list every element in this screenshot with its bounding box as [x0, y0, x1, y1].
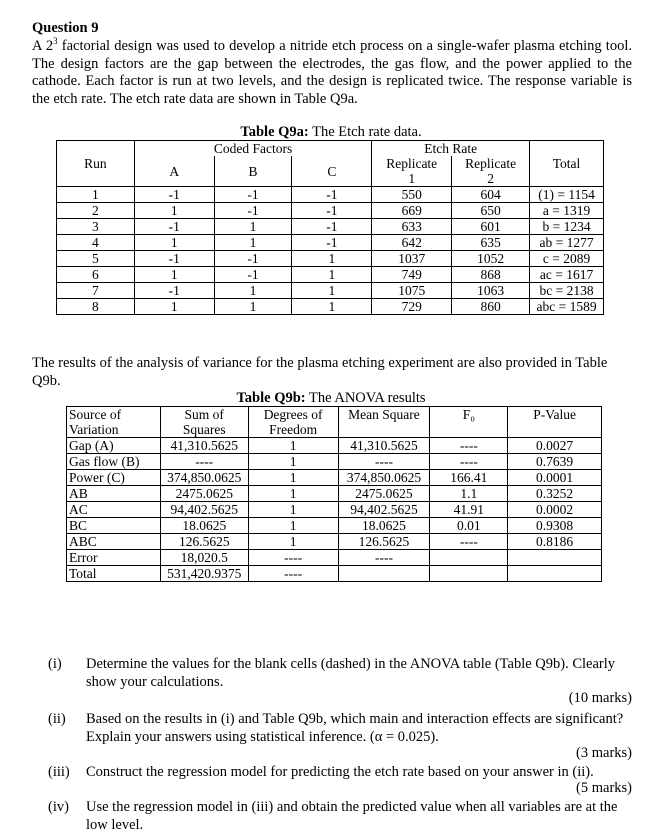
table-row — [57, 235, 604, 251]
df-cell: 1 — [248, 438, 338, 454]
source-cell: Error — [67, 550, 161, 566]
table-row — [67, 486, 602, 502]
source-cell: Power (C) — [67, 470, 161, 486]
table-row — [67, 502, 602, 518]
run-cell: 8 — [57, 299, 135, 315]
source-cell: Total — [67, 566, 161, 582]
table-row — [57, 283, 604, 299]
header-coded-factors: Coded Factors — [134, 141, 371, 157]
df-cell: ---- — [248, 566, 338, 582]
mean-square-cell: 94,402.5625 — [338, 502, 430, 518]
f0-cell: ---- — [430, 454, 508, 470]
f0-cell — [430, 550, 508, 566]
replicate-1-cell: 642 — [372, 235, 452, 251]
sum-of-squares-cell: 2475.0625 — [160, 486, 248, 502]
total-cell: b = 1234 — [530, 219, 604, 235]
f0-cell: 1.1 — [430, 486, 508, 502]
sum-of-squares-cell: 94,402.5625 — [160, 502, 248, 518]
mean-square-cell: 374,850.0625 — [338, 470, 430, 486]
question-number: (iii) — [48, 764, 70, 780]
replicate-1-cell: 749 — [372, 267, 452, 283]
question-text: Determine the values for the blank cells (dashed) in the ANOVA table (Table Q9b). Clearly show your calculations. — [86, 656, 616, 690]
run-cell: 6 — [57, 267, 135, 283]
table-row — [57, 203, 604, 219]
total-cell: bc = 2138 — [530, 283, 604, 299]
header-replicate-1-num: 1 — [372, 171, 452, 187]
header-run: Run — [57, 141, 135, 187]
question-marks: (5 marks) — [576, 780, 632, 796]
sum-of-squares-cell: 18.0625 — [160, 518, 248, 534]
factor-c-cell: 1 — [292, 251, 372, 267]
question-text: Use the regression model in (iii) and obtain the predicted value when all variables are at the low level. — [86, 799, 618, 833]
factor-c-cell: -1 — [292, 203, 372, 219]
source-cell: ABC — [67, 534, 161, 550]
factor-a-cell: -1 — [134, 219, 214, 235]
table-row — [67, 550, 602, 566]
run-cell: 3 — [57, 219, 135, 235]
replicate-2-cell: 860 — [452, 299, 530, 315]
f0-cell — [430, 566, 508, 582]
total-cell: (1) = 1154 — [530, 187, 604, 203]
mean-square-cell: 41,310.5625 — [338, 438, 430, 454]
run-cell: 4 — [57, 235, 135, 251]
df-cell: 1 — [248, 486, 338, 502]
table-row — [67, 454, 602, 470]
table-row — [67, 438, 602, 454]
anova-table — [66, 406, 602, 582]
replicate-1-cell: 633 — [372, 219, 452, 235]
factor-c-cell: 1 — [292, 299, 372, 315]
replicate-2-cell: 1052 — [452, 251, 530, 267]
total-cell: ab = 1277 — [530, 235, 604, 251]
table-row — [67, 566, 602, 582]
replicate-1-cell: 550 — [372, 187, 452, 203]
table-row — [57, 251, 604, 267]
table-b-caption: Table Q9b: The ANOVA results — [236, 390, 426, 406]
p-value-cell: 0.3252 — [508, 486, 602, 502]
total-cell: ac = 1617 — [530, 267, 604, 283]
sum-of-squares-cell: 374,850.0625 — [160, 470, 248, 486]
f0-cell: 166.41 — [430, 470, 508, 486]
table-row — [67, 534, 602, 550]
total-cell: c = 2089 — [530, 251, 604, 267]
df-cell: ---- — [248, 550, 338, 566]
header-b: B — [214, 156, 292, 187]
header-source: Source of Variation — [67, 407, 161, 438]
question-text: Based on the results in (i) and Table Q9b, which main and interaction effects are significant? Explain your answers using statistical inference. (α = 0.025). — [86, 711, 624, 745]
p-value-cell: 0.7639 — [508, 454, 602, 470]
run-cell: 1 — [57, 187, 135, 203]
p-value-cell: 0.9308 — [508, 518, 602, 534]
replicate-2-cell: 635 — [452, 235, 530, 251]
mean-square-cell: ---- — [338, 550, 430, 566]
sum-of-squares-cell: 126.5625 — [160, 534, 248, 550]
table-row — [57, 267, 604, 283]
anova-intro-text: The results of the analysis of variance for the plasma etching experiment are also provided in Table Q9b. — [32, 355, 608, 389]
f0-cell: 41.91 — [430, 502, 508, 518]
run-cell: 2 — [57, 203, 135, 219]
factor-a-cell: 1 — [134, 203, 214, 219]
source-cell: BC — [67, 518, 161, 534]
factor-b-cell: 1 — [214, 283, 292, 299]
question-text: Construct the regression model for predicting the etch rate based on your answer in (ii). — [86, 764, 594, 780]
source-cell: Gap (A) — [67, 438, 161, 454]
df-cell: 1 — [248, 502, 338, 518]
total-cell: abc = 1589 — [530, 299, 604, 315]
df-cell: 1 — [248, 454, 338, 470]
mean-square-cell: 126.5625 — [338, 534, 430, 550]
factor-b-cell: 1 — [214, 219, 292, 235]
mean-square-cell — [338, 566, 430, 582]
header-a: A — [134, 156, 214, 187]
replicate-2-cell: 868 — [452, 267, 530, 283]
question-number: (iv) — [48, 799, 69, 815]
table-row — [57, 299, 604, 315]
factor-b-cell: 1 — [214, 299, 292, 315]
header-mean-square: Mean Square — [338, 407, 430, 438]
question-marks: (10 marks) — [568, 690, 632, 706]
p-value-cell: 0.0027 — [508, 438, 602, 454]
factor-b-cell: -1 — [214, 203, 292, 219]
factor-c-cell: 1 — [292, 283, 372, 299]
run-cell: 5 — [57, 251, 135, 267]
replicate-1-cell: 1075 — [372, 283, 452, 299]
factor-b-cell: -1 — [214, 187, 292, 203]
question-number: (i) — [48, 656, 62, 672]
header-degrees-of-freedom: Degrees of Freedom — [248, 407, 338, 438]
df-cell: 1 — [248, 470, 338, 486]
p-value-cell: 0.0001 — [508, 470, 602, 486]
mean-square-cell: 18.0625 — [338, 518, 430, 534]
header-replicate-1: Replicate — [372, 156, 452, 171]
factor-c-cell: -1 — [292, 219, 372, 235]
header-f0: F₀ — [430, 407, 508, 438]
replicate-2-cell: 1063 — [452, 283, 530, 299]
header-total: Total — [530, 141, 604, 187]
f0-cell: ---- — [430, 438, 508, 454]
sum-of-squares-cell: 41,310.5625 — [160, 438, 248, 454]
table-row — [57, 219, 604, 235]
question-number: (ii) — [48, 711, 66, 727]
f0-cell: ---- — [430, 534, 508, 550]
factor-a-cell: 1 — [134, 299, 214, 315]
header-p-value: P-Value — [508, 407, 602, 438]
question-title: Question 9 — [32, 20, 99, 36]
factor-c-cell: -1 — [292, 235, 372, 251]
table-a-caption: Table Q9a: The Etch rate data. — [240, 124, 422, 140]
header-etch-rate: Etch Rate — [372, 141, 530, 157]
source-cell: AC — [67, 502, 161, 518]
header-replicate-2-num: 2 — [452, 171, 530, 187]
replicate-2-cell: 604 — [452, 187, 530, 203]
factor-a-cell: -1 — [134, 187, 214, 203]
p-value-cell: 0.0002 — [508, 502, 602, 518]
replicate-1-cell: 669 — [372, 203, 452, 219]
table-row — [67, 518, 602, 534]
header-replicate-2: Replicate — [452, 156, 530, 171]
p-value-cell — [508, 550, 602, 566]
factor-b-cell: -1 — [214, 267, 292, 283]
source-cell: Gas flow (B) — [67, 454, 161, 470]
run-cell: 7 — [57, 283, 135, 299]
header-sum-of-squares: Sum of Squares — [160, 407, 248, 438]
factor-a-cell: -1 — [134, 283, 214, 299]
table-row — [57, 187, 604, 203]
factor-c-cell: -1 — [292, 187, 372, 203]
sum-of-squares-cell: 18,020.5 — [160, 550, 248, 566]
factor-a-cell: 1 — [134, 267, 214, 283]
replicate-2-cell: 601 — [452, 219, 530, 235]
f0-cell: 0.01 — [430, 518, 508, 534]
question-marks: (3 marks) — [576, 745, 632, 761]
df-cell: 1 — [248, 534, 338, 550]
factor-a-cell: 1 — [134, 235, 214, 251]
mean-square-cell: ---- — [338, 454, 430, 470]
df-cell: 1 — [248, 518, 338, 534]
factor-b-cell: 1 — [214, 235, 292, 251]
sum-of-squares-cell: 531,420.9375 — [160, 566, 248, 582]
header-c: C — [292, 156, 372, 187]
factor-b-cell: -1 — [214, 251, 292, 267]
replicate-2-cell: 650 — [452, 203, 530, 219]
p-value-cell — [508, 566, 602, 582]
replicate-1-cell: 729 — [372, 299, 452, 315]
sum-of-squares-cell: ---- — [160, 454, 248, 470]
table-row — [67, 470, 602, 486]
etch-rate-table — [56, 140, 604, 315]
question-intro: A $2^3$ factorial design was used to develop a nitride etch process on a single-wafer plasma etching tool. The design factors are the gap between the electrodes, the gas flow, and the power applied to the cathode. Each factor is run at two levels, and the design is replicated twice. The response variable is the etch rate. The etch rate data are shown in Table Q9a. — [32, 36, 632, 107]
mean-square-cell: 2475.0625 — [338, 486, 430, 502]
factor-a-cell: -1 — [134, 251, 214, 267]
total-cell: a = 1319 — [530, 203, 604, 219]
source-cell: AB — [67, 486, 161, 502]
factor-c-cell: 1 — [292, 267, 372, 283]
replicate-1-cell: 1037 — [372, 251, 452, 267]
p-value-cell: 0.8186 — [508, 534, 602, 550]
